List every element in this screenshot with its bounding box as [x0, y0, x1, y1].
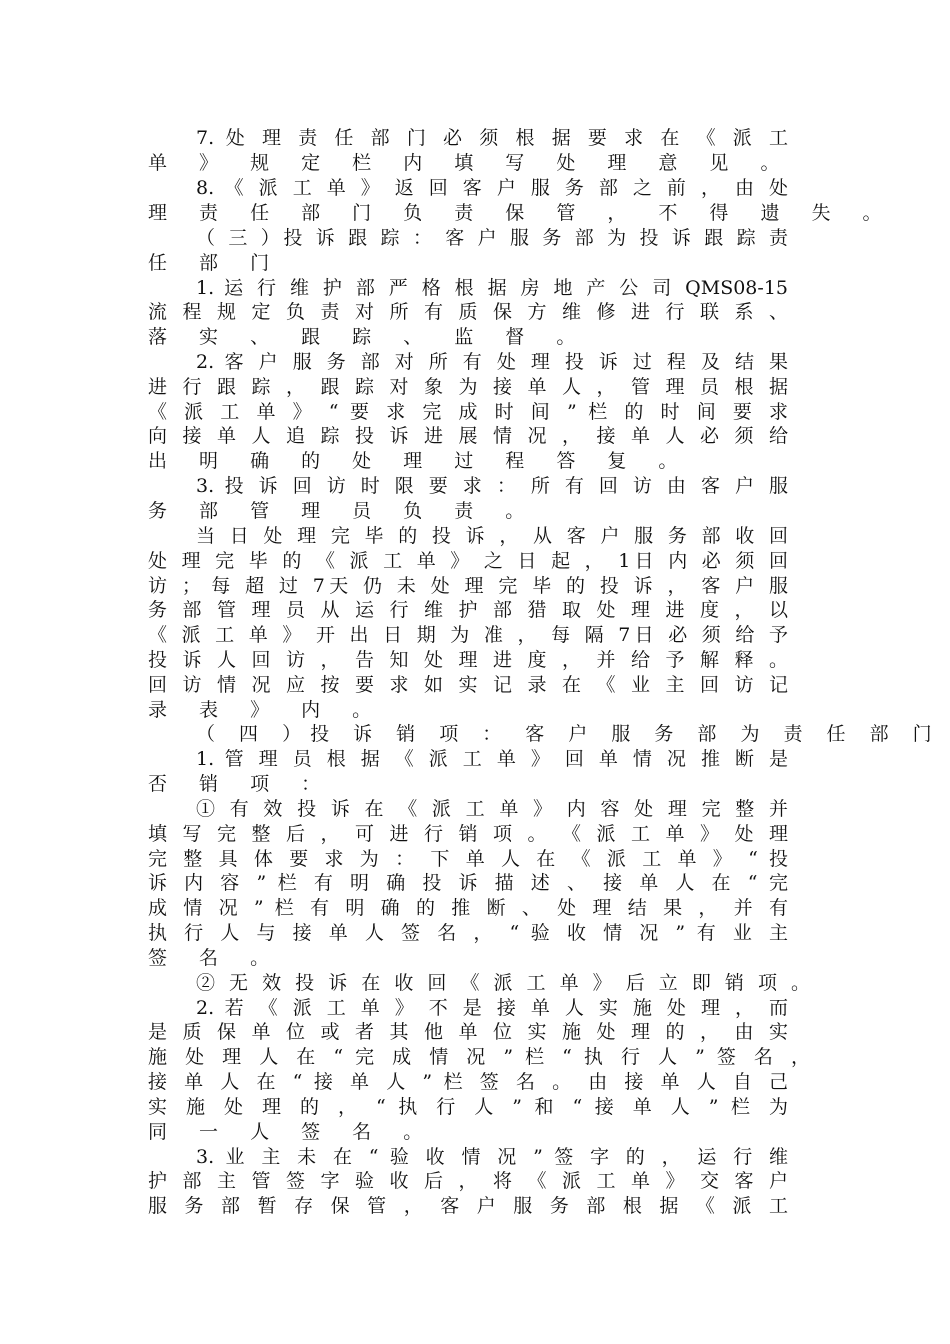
text-line: 流 程 规 定 负 责 对 所 有 质 保 方 维 修 进 行 联 系 、: [148, 301, 788, 323]
text-line: 执 行 人 与 接 单 人 签 名 ， “ 验 收 情 况 ” 有 业 主: [148, 922, 788, 944]
text-line: 2. 客 户 服 务 部 对 所 有 处 理 投 诉 过 程 及 结 果: [196, 351, 788, 373]
text-line: 2. 若 《 派 工 单 》 不 是 接 单 人 实 施 处 理 ， 而: [196, 997, 788, 1019]
text-line: 施 处 理 人 在 “ 完 成 情 况 ” 栏 “ 执 行 人 ” 签 名 ，: [148, 1046, 810, 1068]
text-line: 否 销 项 ：: [148, 773, 334, 795]
text-line: 录 表 》 内 。: [148, 699, 385, 721]
text-line: 服 务 部 暂 存 保 管 ， 客 户 服 务 部 根 据 《 派 工: [148, 1195, 788, 1217]
text-line: 务 部 管 理 员 负 责 。: [148, 500, 538, 522]
text-line: 成 情 况 ” 栏 有 明 确 的 推 断 、 处 理 结 果 ， 并 有: [148, 897, 788, 919]
text-line: 处 理 完 毕 的 《 派 工 单 》 之 日 起 ， 1日 内 必 须 回: [148, 550, 788, 572]
text-line: 投 诉 人 回 访 ， 告 知 处 理 进 度 ， 并 给 予 解 释 。: [148, 649, 788, 671]
text-line: 单 》 规 定 栏 内 填 写 处 理 意 见 。: [148, 152, 793, 174]
text-line: 诉 内 容 ” 栏 有 明 确 投 诉 描 述 、 接 单 人 在 “ 完: [148, 872, 788, 894]
text-line: 向 接 单 人 追 踪 投 诉 进 展 情 况 ， 接 单 人 必 须 给: [148, 425, 788, 447]
text-line: 出 明 确 的 处 理 过 程 答 复 。: [148, 450, 691, 472]
text-line: 接 单 人 在 “ 接 单 人 ” 栏 签 名 。 由 接 单 人 自 己: [148, 1071, 788, 1093]
text-line: 访 ； 每 超 过 7天 仍 未 处 理 完 毕 的 投 诉 ， 客 户 服: [148, 575, 788, 597]
text-line: 理 责 任 部 门 负 责 保 管 ， 不 得 遗 失 。: [148, 202, 895, 224]
text-line: 完 整 具 体 要 求 为 ： 下 单 人 在 《 派 工 单 》 “ 投: [148, 848, 788, 870]
text-line: 3. 业 主 未 在 “ 验 收 情 况 ” 签 字 的 ， 运 行 维: [196, 1146, 788, 1168]
text-line: 1. 管 理 员 根 据 《 派 工 单 》 回 单 情 况 推 断 是: [196, 748, 788, 770]
text-line: ② 无 效 投 诉 在 收 回 《 派 工 单 》 后 立 即 销 项 。: [196, 972, 810, 994]
text-line: 进 行 跟 踪 ， 跟 踪 对 象 为 接 单 人 ， 管 理 员 根 据: [148, 376, 788, 398]
text-line: 是 质 保 单 位 或 者 其 他 单 位 实 施 处 理 的 ， 由 实: [148, 1021, 788, 1043]
text-line: 当 日 处 理 完 毕 的 投 诉 ， 从 客 户 服 务 部 收 回: [196, 525, 788, 547]
text-line: 《 派 工 单 》 开 出 日 期 为 准 ， 每 隔 7日 必 须 给 予: [148, 624, 788, 646]
text-line: 务 部 管 理 员 从 运 行 维 护 部 猎 取 处 理 进 度 ， 以: [148, 599, 788, 621]
text-line: 签 名 。: [148, 947, 283, 969]
text-line: 《 派 工 单 》 “ 要 求 完 成 时 间 ” 栏 的 时 间 要 求: [148, 401, 788, 423]
text-line: 填 写 完 整 后 ， 可 进 行 销 项 。 《 派 工 单 》 处 理: [148, 823, 788, 845]
text-line: 护 部 主 管 签 字 验 收 后 ， 将 《 派 工 单 》 交 客 户: [148, 1170, 788, 1192]
text-line: 落 实 、 跟 踪 、 监 督 。: [148, 326, 589, 348]
text-line: （ 四 ）投 诉 销 项 ： 客 户 服 务 部 为 责 任 部 门: [196, 723, 941, 745]
text-line: 同 一 人 签 名 。: [148, 1121, 436, 1143]
text-line: 任 部 门: [148, 252, 283, 274]
text-line: ① 有 效 投 诉 在 《 派 工 单 》 内 容 处 理 完 整 并: [196, 798, 788, 820]
text-line: 8. 《 派 工 单 》 返 回 客 户 服 务 部 之 前 ， 由 处: [196, 177, 788, 199]
text-line: 3. 投 诉 回 访 时 限 要 求 ： 所 有 回 访 由 客 户 服: [196, 475, 788, 497]
text-line: 回 访 情 况 应 按 要 求 如 实 记 录 在 《 业 主 回 访 记: [148, 674, 788, 696]
text-line: 实 施 处 理 的 ， “ 执 行 人 ” 和 “ 接 单 人 ” 栏 为: [148, 1096, 788, 1118]
text-line: 1. 运 行 维 护 部 严 格 根 据 房 地 产 公 司 QMS08-15: [196, 277, 788, 299]
text-line: 7. 处 理 责 任 部 门 必 须 根 据 要 求 在 《 派 工: [196, 127, 788, 149]
text-line: （ 三 ）投 诉 跟 踪 ： 客 户 服 务 部 为 投 诉 跟 踪 责: [196, 227, 788, 249]
